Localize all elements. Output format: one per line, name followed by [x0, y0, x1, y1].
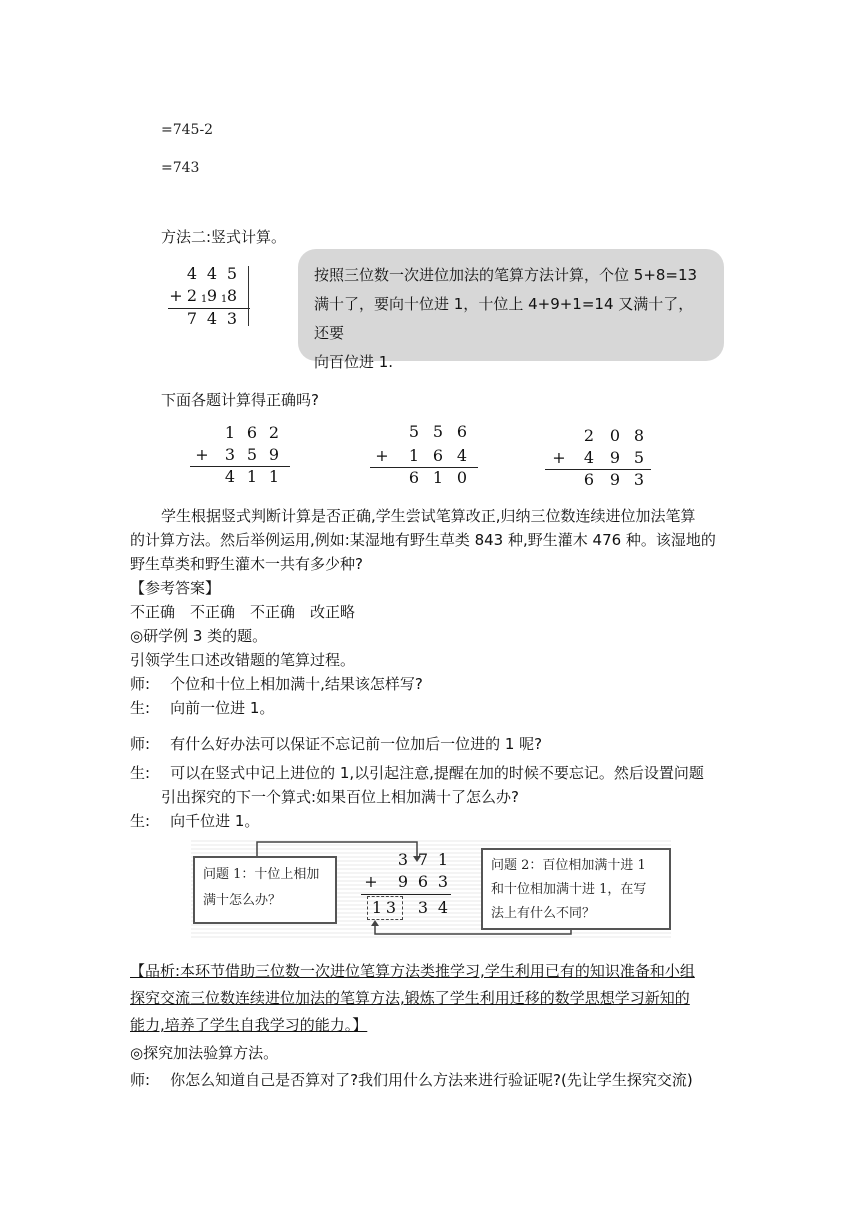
problem-3: 2 0 8 + 4 9 5 6 9 3 [545, 426, 651, 490]
dialog-line: 师: 个位和十位上相加满十,结果该怎样写? [130, 675, 423, 693]
explore-title: ◎探究加法验算方法。 [130, 1044, 279, 1062]
question-text: 下面各题计算得正确吗? [161, 391, 319, 409]
dialog-line: 生: 可以在竖式中记上进位的 1,以引起注意,提醒在加的时候不要忘记。然后设置问题 [130, 764, 704, 782]
dialog-line: 生: 向前一位进 1。 [130, 699, 275, 717]
analysis-line: 探究交流三位数连续进位加法的笔算方法,锻炼了学生利用迁移的数学思想学习新知的 [130, 989, 690, 1007]
carry-illustration [191, 838, 671, 938]
example-vertical-calc: 4 4 5 + 2 1 9 1 8 7 4 3 [168, 264, 250, 328]
method-title: 方法二:竖式计算。 [161, 228, 287, 246]
equation-line: =745-2 [161, 122, 214, 138]
dialog-line: 引出探究的下一个算式:如果百位上相加满十了怎么办? [161, 788, 520, 806]
analysis-line: 能力,培养了学生自我学习的能力。】 [130, 1016, 368, 1034]
bubble-line: 按照三位数一次进位加法的笔算方法计算，个位 5+8=13 [314, 266, 698, 284]
paragraph-line: 学生根据竖式判断计算是否正确,学生尝试笔算改正,归纳三位数连续进位加法笔算 [161, 507, 696, 525]
dialog-line: 师: 有什么好办法可以保证不忘记前一位加后一位进的 1 呢? [130, 735, 543, 753]
question-1-box: 问题 1：十位上相加 满十怎么办？ [193, 856, 337, 924]
analysis-line: 【品析:本环节借助三位数一次进位笔算方法类推学习,学生利用已有的知识准备和小组 [130, 962, 695, 980]
dialog-line: 师: 你怎么知道自己是否算对了?我们用什么方法来进行验证呢?(先让学生探究交流) [130, 1071, 693, 1089]
bubble-line: 向百位进 1. [314, 353, 394, 371]
lead-text: 引领学生口述改错题的笔算过程。 [130, 651, 356, 669]
answer-text: 不正确 不正确 不正确 改正略 [130, 603, 356, 621]
dialog-line: 生: 向千位进 1。 [130, 812, 260, 830]
equation-line: =743 [161, 160, 200, 176]
bubble-line: 满十了，要向十位进 1，十位上 4+9+1=14 又满十了，还要 [314, 295, 694, 342]
answer-header: 【参考答案】 [130, 579, 221, 597]
paragraph-line: 野生草类和野生灌木一共有多少种? [130, 555, 363, 573]
sketch-vertical-calc: 3 7 1 + 9 6 3 1 3 3 4 [361, 850, 451, 930]
explanation-bubble [298, 249, 724, 371]
problem-1: 1 6 2 + 3 5 9 4 1 1 [190, 423, 290, 487]
study-title: ◎研学例 3 类的题。 [130, 627, 268, 645]
question-2-box: 问题 2：百位相加满十进 1 和十位相加满十进 1，在写 法上有什么不同？ [481, 848, 671, 930]
problem-2: 5 5 6 + 1 6 4 6 1 0 [370, 422, 478, 486]
paragraph-line: 的计算方法。然后举例运用,例如:某湿地有野生草类 843 种,野生灌木 476 种。该湿地的 [130, 531, 716, 549]
